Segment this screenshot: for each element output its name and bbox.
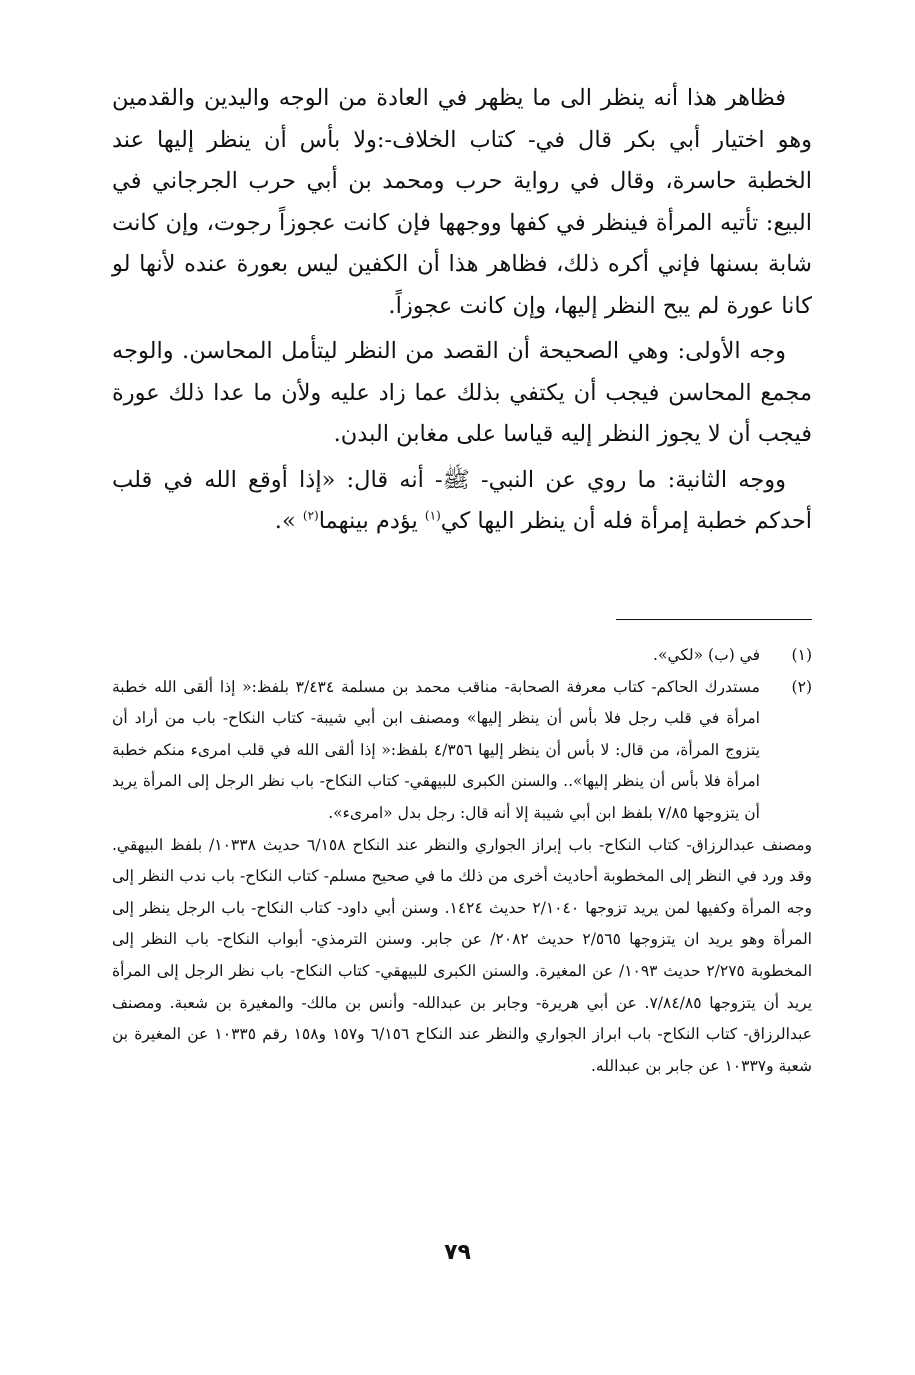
footnote-1-number: (١) (791, 646, 812, 664)
footnote-2-continuation: ومصنف عبدالرزاق- كتاب النكاح- باب إبراز الجواري والنظر عند النكاح ٦/١٥٨ حديث ١٠٣٣٨/ بلفظ البيهقي. وقد ورد في النظر إلى المخطوبة أحاديث أخرى من ذلك ما في صحيح مسلم- كتاب النكاح- باب ندب النظر إلى وجه المرأة وكفيها لمن يريد تزوجها ٢/١٠٤٠ حديث ١٤٢٤. وسنن أبي داود- كتاب النكاح- باب الرجل ينظر إلى المرأة وهو يريد ان يتزوجها ٢/٥٦٥ حديث ٢٠٨٢/ عن جابر. وسنن الترمذي- أبواب النكاح- باب النظر إلى المخطوبة ٢/٢٧٥ حديث ١٠٩٣/ عن المغيرة. والسنن الكبرى للبيهقي- كتاب النكاح- باب نظر الرجل إلى المرأة يريد أن يتزوجها ٧/٨٤/٨٥. عن أبي هريرة- وجابر بن عبدالله- وأنس بن مالك- والمغيرة بن شعبة. ومصنف عبدالرزاق- كتاب النكاح- باب ابراز الجواري والنظر عند النكاح ٦/١٥٦ و١٥٧ و١٥٨ رقم ١٠٣٣٥ عن المغيرة بن شعبة و١٠٣٣٧ عن جابر بن عبدالله. (112, 835, 813, 1075)
footnote-1 (112, 640, 812, 672)
footnote-1-text: في (ب) «لكي». (653, 646, 760, 664)
footnote-2 (112, 672, 812, 830)
footnote-2-number: (٢) (791, 677, 812, 696)
footnote-separator (616, 619, 812, 620)
paragraph-3-text-b: يؤدم بينهما (318, 508, 425, 534)
footnotes (112, 640, 812, 1082)
paragraph-3-text-c: ». (274, 508, 303, 534)
paragraph-3 (112, 460, 812, 543)
footnote-2-text: مستدرك الحاكم- كتاب معرفة الصحابة- مناقب محمد بن مسلمة ٣/٤٣٤ بلفظ:« إذا ألقى الله خطبة امرأة في قلب رجل فلا بأس أن ينظر إليها» ومصنف ابن أبي شيبة- كتاب النكاح- باب من أراد أن يتزوج المرأة، من قال: لا بأس أن ينظر إليها ٤/٣٥٦ بلفظ:« إذا ألقى الله في قلب امرىء منكم خطبة امرأة فلا بأس أن ينظر إليها».. والسنن الكبرى للبيهقي- كتاب النكاح- باب نظر الرجل إلى المرأة يريد أن يتزوجها ٧/٨٥ بلفظ ابن أبي شيبة إلا أنه قال: رجل بدل «امرىء». (112, 677, 760, 822)
paragraph-3-text-a: ووجه الثانية: ما روي عن النبي- ﷺ- أنه قال: «إذا أوقع الله في قلب أحدكم خطبة إمرأة فله أن ينظر اليها كي (112, 466, 812, 534)
main-text (112, 78, 812, 543)
paragraph-2: وجه الأولى: وهي الصحيحة أن القصد من النظر ليتأمل المحاسن. والوجه مجمع المحاسن فيجب أن يكتفي بذلك عما زاد عليه ولأن ما عدا ذلك عورة فيجب أن لا يجوز النظر إليه قياسا على مغابن البدن. (112, 338, 812, 447)
footnote-ref-1[interactable]: (١) (424, 508, 441, 523)
paragraph-1: فظاهر هذا أنه ينظر الى ما يظهر في العادة من الوجه واليدين والقدمين وهو اختيار أبي بكر قال في- كتاب الخلاف-:ولا بأس أن ينظر إليها عند الخطبة حاسرة، وقال في رواية حرب ومحمد بن أبي حرب الجرجاني في البيع: تأتيه المرأة فينظر في كفها ووجهها فإن كانت عجوزاً رجوت، وإن كانت شابة بسنها فإني أكره ذلك، فظاهر هذا أن الكفين ليس بعورة عنده لأنها لو كانا عورة لم يبح النظر إليها، وإن كانت عجوزاً. (112, 85, 812, 319)
page-number: ٧٩ (444, 1240, 471, 1265)
footnote-ref-2[interactable]: (٢) (302, 508, 319, 523)
